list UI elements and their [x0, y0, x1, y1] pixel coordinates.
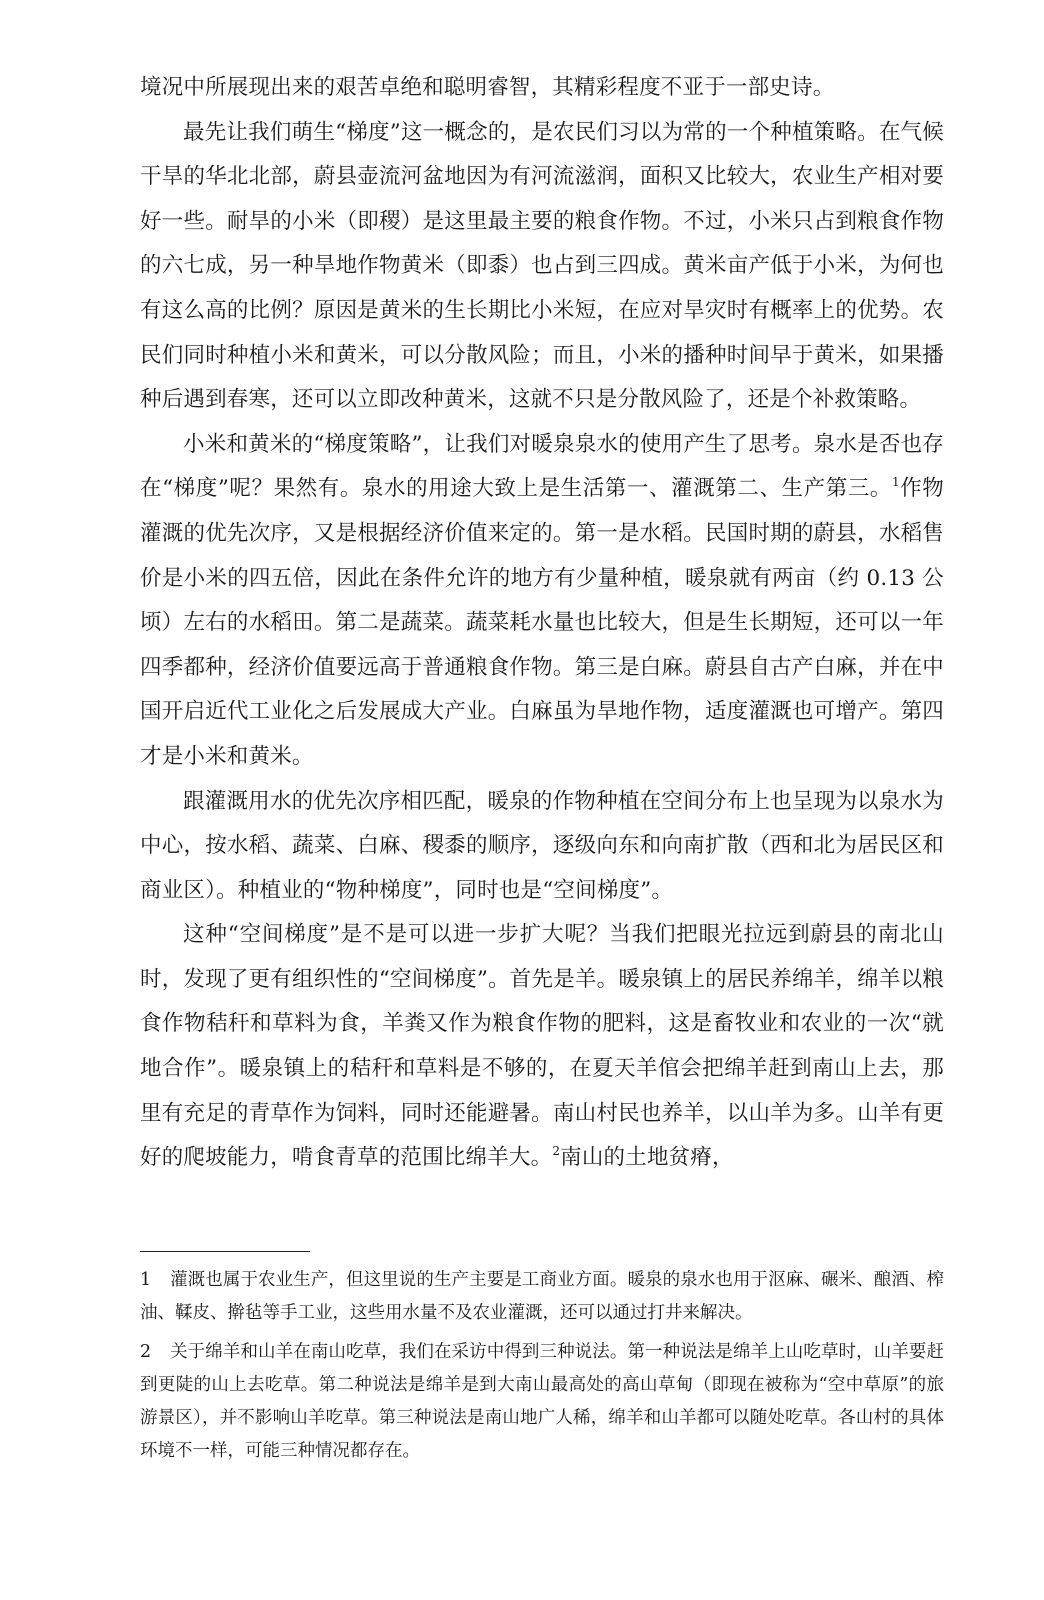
paragraph	[140, 913, 944, 1181]
paragraph-continuation: 境况中所展现出来的艰苦卓绝和聪明睿智，其精彩程度不亚于一部史诗。	[140, 75, 835, 100]
body-text	[140, 66, 944, 1181]
footnote	[140, 1336, 944, 1468]
paragraph	[140, 423, 944, 780]
footnote-separator	[140, 1251, 310, 1252]
footnotes	[140, 1264, 944, 1474]
paragraph: 跟灌溉用水的优先次序相匹配，暖泉的作物种植在空间分布上也呈现为以泉水为中心，按水稻、蔬菜、白麻、稷黍的顺序，逐级向东和向南扩散（西和北为居民区和商业区）。种植业的“物种梯度”，同时也是“空间梯度”。	[140, 788, 944, 903]
footnote-number: 1	[140, 1270, 152, 1290]
paragraph-text: 小米和黄米的“梯度策略”，让我们对暖泉泉水的使用产生了思考。泉水是否也存在“梯度”呢？果然有。泉水的用途大致上是生活第一、灌溉第二、生产第三。	[140, 431, 944, 502]
paragraph-text: 南山的土地贫瘠，	[560, 1145, 734, 1171]
footnote-ref[interactable]: 2	[552, 1144, 561, 1159]
footnote-text: 灌溉也属于农业生产，但这里说的生产主要是工商业方面。暖泉的泉水也用于沤麻、碾米、酿酒、榨油、鞣皮、擀毡等手工业，这些用水量不及农业灌溉，还可以通过打井来解决。	[140, 1270, 944, 1323]
paragraph-text: 作物灌溉的优先次序，又是根据经济价值来定的。第一是水稻。民国时期的蔚县，水稻售价是小米的四五倍，因此在条件允许的地方有少量种植，暖泉就有两亩（约 0.13 公顷）左右的水稻田。第二是蔬菜。蔬菜耗水量也比较大，但是生长期短，还可以一年四季都种，经济价值要远高于普通粮食作物。第三是白麻。蔚县自古产白麻，并在中国开启近代工业化之后发展成大产业。白麻虽为旱地作物，适度灌溉也可增产。第四才是小米和黄米。	[140, 476, 944, 769]
footnote-text: 关于绵羊和山羊在南山吃草，我们在采访中得到三种说法。第一种说法是绵羊上山吃草时，山羊要赶到更陡的山上去吃草。第二种说法是绵羊是到大南山最高处的高山草甸（即现在被称为“空中草原”的旅游景区），并不影响山羊吃草。第三种说法是南山地广人稀，绵羊和山羊都可以随处吃草。各山村的具体环境不一样，可能三种情况都存在。	[140, 1342, 944, 1461]
paragraph: 最先让我们萌生“梯度”这一概念的，是农民们习以为常的一个种植策略。在气候干旱的华北北部，蔚县壶流河盆地因为有河流滋润，面积又比较大，农业生产相对要好一些。耐旱的小米（即稷）是这里最主要的粮食作物。不过，小米只占到粮食作物的六七成，另一种旱地作物黄米（即黍）也占到三四成。黄米亩产低于小米，为何也有这么高的比例？原因是黄米的生长期比小米短，在应对旱灾时有概率上的优势。农民们同时种植小米和黄米，可以分散风险；而且，小米的播种时间早于黄米，如果播种后遇到春寒，还可以立即改种黄米，这就不只是分散风险了，还是个补救策略。	[140, 119, 944, 413]
paragraph-text: 这种“空间梯度”是不是可以进一步扩大呢？当我们把眼光拉远到蔚县的南北山时，发现了更有组织性的“空间梯度”。首先是羊。暖泉镇上的居民养绵羊，绵羊以粮食作物秸秆和草料为食，羊粪又作为粮食作物的肥料，这是畜牧业和农业的一次“就地合作”。暖泉镇上的秸秆和草料是不够的，在夏天羊倌会把绵羊赶到南山上去，那里有充足的青草作为饲料，同时还能避暑。南山村民也养羊，以山羊为多。山羊有更好的爬坡能力，啃食青草的范围比绵羊大。	[140, 922, 944, 1171]
footnote-ref[interactable]: 1	[891, 475, 900, 490]
footnote	[140, 1264, 944, 1330]
footnote-number: 2	[140, 1342, 152, 1362]
